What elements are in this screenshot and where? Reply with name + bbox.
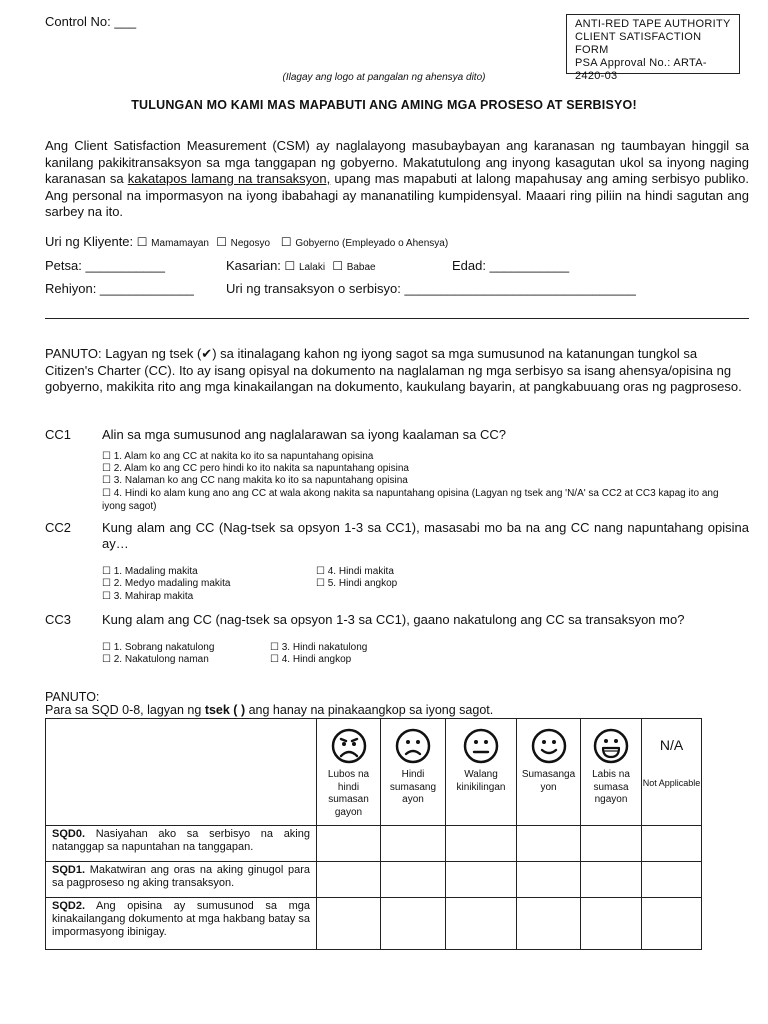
cc1-option-4[interactable]: ☐ 4. Hindi ko alam kung ano ang CC at wala akong nakita sa napuntahang opisina (Lagyan ng tsek ang 'N/A' sa CC2 at CC3 kapag ito ang iyong sagot) bbox=[102, 488, 719, 512]
neutral-face-icon bbox=[462, 727, 500, 765]
cc1-option-3[interactable]: ☐ 3. Nalaman ko ang CC nang makita ko ito sa napuntahang opisina bbox=[102, 475, 408, 486]
cc3-option-2[interactable]: ☐ 2. Nakatulong naman bbox=[102, 654, 209, 665]
sqd1-cell-4[interactable] bbox=[517, 862, 581, 898]
sex-row bbox=[226, 258, 376, 273]
cc2-option-4[interactable]: ☐ 4. Hindi makita bbox=[316, 566, 394, 577]
scale-header-3 bbox=[446, 719, 517, 826]
sqd0-text: Nasiyahan ako sa serbisyo na aking natanggap sa napuntahan na tanggapan. bbox=[52, 828, 310, 853]
panuto-sqd-text bbox=[45, 704, 493, 717]
na-header bbox=[642, 719, 702, 826]
sqd0-cell-5[interactable] bbox=[581, 826, 642, 862]
arta-line-1: ANTI-RED TAPE AUTHORITY bbox=[575, 18, 731, 30]
option-babae: Babae bbox=[346, 262, 376, 273]
sqd1-code: SQD1. bbox=[52, 864, 86, 876]
panuto-sqd bbox=[45, 691, 493, 717]
intro-text-1: Ang Client Satisfaction Measurement (CSM) ay naglalayong masubaybayan ang karanasan ng taumbayan hinggil sa kanilang pakikitransaksyon sa mga tanggapan ng gobyerno. Makatutulong ang inyong kasagutan ukol sa inyong naging karanasan sa bbox=[45, 138, 749, 186]
sqd1-cell-5[interactable] bbox=[581, 862, 642, 898]
client-type-label: Uri ng Kliyente: bbox=[45, 234, 134, 249]
service-type-field[interactable]: Uri ng transaksyon o serbisyo: ________________________________ bbox=[226, 281, 636, 296]
sqd1-statement bbox=[46, 862, 317, 898]
option-mamamayan: Mamamayan bbox=[151, 238, 209, 249]
option-gobyerno: Gobyerno (Empleyado o Ahensya) bbox=[295, 238, 449, 249]
cc3-option-1[interactable]: ☐ 1. Sobrang nakatulong bbox=[102, 642, 215, 653]
scale-label-1: Lubos na hindi sumasan gayon bbox=[327, 769, 370, 818]
scale-label-3: Walang kinikilingan bbox=[456, 769, 506, 793]
checkbox-negosyo[interactable]: ☐ bbox=[216, 235, 227, 249]
sqd1-row bbox=[46, 862, 702, 898]
page-title: TULUNGAN MO KAMI MAS MAPABUTI ANG AMING MGA PROSESO AT SERBISYO! bbox=[131, 98, 637, 112]
sqd0-cell-na[interactable] bbox=[642, 826, 702, 862]
sex-label: Kasarian: bbox=[226, 258, 281, 273]
sqd1-cell-3[interactable] bbox=[446, 862, 517, 898]
client-type-row bbox=[45, 234, 448, 249]
sqd1-cell-2[interactable] bbox=[381, 862, 446, 898]
scale-header-4 bbox=[517, 719, 581, 826]
sqd0-code: SQD0. bbox=[52, 828, 86, 840]
panuto-sqd-bold: tsek ( ) bbox=[204, 703, 246, 717]
control-number: Control No: ___ bbox=[45, 14, 137, 29]
cc2-option-2[interactable]: ☐ 2. Medyo madaling makita bbox=[102, 578, 231, 589]
sqd2-statement bbox=[46, 898, 317, 950]
age-field[interactable]: Edad: ___________ bbox=[452, 258, 570, 273]
logo-placeholder-note: (Ilagay ang logo at pangalan ng ahensya dito) bbox=[282, 72, 486, 83]
region-field[interactable]: Rehiyon: _____________ bbox=[45, 281, 194, 296]
intro-text-2: upang mas mapabuti at lalong mapahusay ang aming serbisyo publiko. Ang personal na impormasyon na iyong ibabahagi ay mananatiling kumpidensyal. Maaari ring piliin na hindi sagutan ang sarbey na ito. bbox=[45, 171, 749, 219]
na-subtitle: Not Applicable bbox=[642, 777, 701, 788]
checkbox-mamamayan[interactable]: ☐ bbox=[136, 235, 148, 249]
cc1-number: CC1 bbox=[45, 427, 72, 442]
scale-header-5 bbox=[581, 719, 642, 826]
scale-label-2: Hindi sumasang ayon bbox=[389, 769, 437, 805]
divider bbox=[45, 318, 749, 319]
panuto-instructions: PANUTO: Lagyan ng tsek (✔) sa itinalagang kahon ng iyong sagot sa mga sumusunod na katanungan tungkol sa Citizen's Charter (CC). Ito ay isang opisyal na dokumento na naglalaman ng mga serbisyo sa isang ahensya/opisina ng gobyerno, makikita rito ang mga kinakailangan na dokumento, kaukulang bayarin, at pangkabuuang oras ng pagproseso. bbox=[45, 346, 742, 394]
option-negosyo: Negosyo bbox=[230, 238, 271, 249]
date-field[interactable]: Petsa: ___________ bbox=[45, 258, 165, 273]
sqd1-cell-na[interactable] bbox=[642, 862, 702, 898]
header-blank-cell bbox=[46, 719, 317, 826]
cc1-question: Alin sa mga sumusunod ang naglalarawan sa iyong kaalaman sa CC? bbox=[102, 427, 506, 442]
sqd2-text: Ang opisina ay sumusunod sa mga kinakailangang dokumento at mga hakbang batay sa impormasyong ibinigay. bbox=[52, 900, 310, 938]
arta-line-2: CLIENT SATISFACTION bbox=[575, 31, 702, 43]
sqd2-cell-1[interactable] bbox=[317, 898, 381, 950]
big-smile-face-icon bbox=[592, 727, 630, 765]
sqd2-cell-3[interactable] bbox=[446, 898, 517, 950]
sqd0-cell-3[interactable] bbox=[446, 826, 517, 862]
sqd0-row bbox=[46, 826, 702, 862]
sqd0-statement bbox=[46, 826, 317, 862]
scale-label-4: Sumasanga yon bbox=[521, 769, 576, 793]
cc2-option-5[interactable]: ☐ 5. Hindi angkop bbox=[316, 578, 398, 589]
arta-box bbox=[566, 14, 740, 82]
sqd2-cell-na[interactable] bbox=[642, 898, 702, 950]
sqd2-code: SQD2. bbox=[52, 900, 86, 912]
smile-face-icon bbox=[530, 727, 568, 765]
arta-line-4: PSA Approval No.: ARTA- bbox=[575, 57, 707, 69]
checkbox-gobyerno[interactable]: ☐ bbox=[280, 235, 292, 249]
cc3-option-3[interactable]: ☐ 3. Hindi nakatulong bbox=[270, 642, 368, 653]
sqd2-cell-2[interactable] bbox=[381, 898, 446, 950]
cc3-option-4[interactable]: ☐ 4. Hindi angkop bbox=[270, 654, 352, 665]
sad-face-icon bbox=[394, 727, 432, 765]
intro-underlined: kakatapos lamang na transaksyon, bbox=[127, 171, 331, 186]
cc2-question: Kung alam ang CC (Nag-tsek sa opsyon 1-3 sa CC1), masasabi mo ba na ang CC nang napuntahang opisina ay… bbox=[102, 520, 749, 551]
sqd2-row bbox=[46, 898, 702, 950]
cc3-question: Kung alam ang CC (nag-tsek sa opsyon 1-3 sa CC1), gaano nakatulong ang CC sa transaksyon mo? bbox=[102, 612, 685, 627]
sqd2-cell-4[interactable] bbox=[517, 898, 581, 950]
arta-line-5: 2420-03 bbox=[575, 70, 618, 82]
scale-header-1 bbox=[317, 719, 381, 826]
very-sad-face-icon bbox=[330, 727, 368, 765]
arta-line-3: FORM bbox=[575, 44, 609, 56]
option-lalaki: Lalaki bbox=[298, 262, 326, 273]
scale-header-2 bbox=[381, 719, 446, 826]
sqd0-cell-1[interactable] bbox=[317, 826, 381, 862]
checkbox-lalaki[interactable]: ☐ bbox=[284, 259, 296, 273]
cc2-option-1[interactable]: ☐ 1. Madaling makita bbox=[102, 566, 198, 577]
sqd1-text: Makatwiran ang oras na aking ginugol para sa pagproseso ng aking transaksyon. bbox=[52, 864, 310, 889]
cc3-number: CC3 bbox=[45, 612, 72, 627]
cc2-number: CC2 bbox=[45, 520, 72, 535]
intro-paragraph bbox=[45, 138, 749, 221]
sqd-header-row bbox=[46, 719, 702, 826]
sqd0-cell-4[interactable] bbox=[517, 826, 581, 862]
sqd0-cell-2[interactable] bbox=[381, 826, 446, 862]
panuto-sqd-text-2: ang hanay na pinakaangkop sa iyong sagot. bbox=[245, 703, 494, 717]
sqd-table bbox=[45, 718, 702, 950]
cc1-option-1[interactable]: ☐ 1. Alam ko ang CC at nakita ko ito sa napuntahang opisina bbox=[102, 451, 374, 462]
na-title: N/A bbox=[659, 737, 684, 753]
sqd1-cell-1[interactable] bbox=[317, 862, 381, 898]
panuto-sqd-label: PANUTO: bbox=[45, 690, 100, 704]
cc1-option-2[interactable]: ☐ 2. Alam ko ang CC pero hindi ko ito nakita sa napuntahang opisina bbox=[102, 463, 409, 474]
checkbox-babae[interactable]: ☐ bbox=[332, 259, 344, 273]
panuto-sqd-text-1: Para sa SQD 0-8, lagyan ng bbox=[45, 703, 205, 717]
sqd2-cell-5[interactable] bbox=[581, 898, 642, 950]
cc2-option-3[interactable]: ☐ 3. Mahirap makita bbox=[102, 591, 194, 602]
scale-label-5: Labis na sumasa ngayon bbox=[592, 769, 630, 805]
